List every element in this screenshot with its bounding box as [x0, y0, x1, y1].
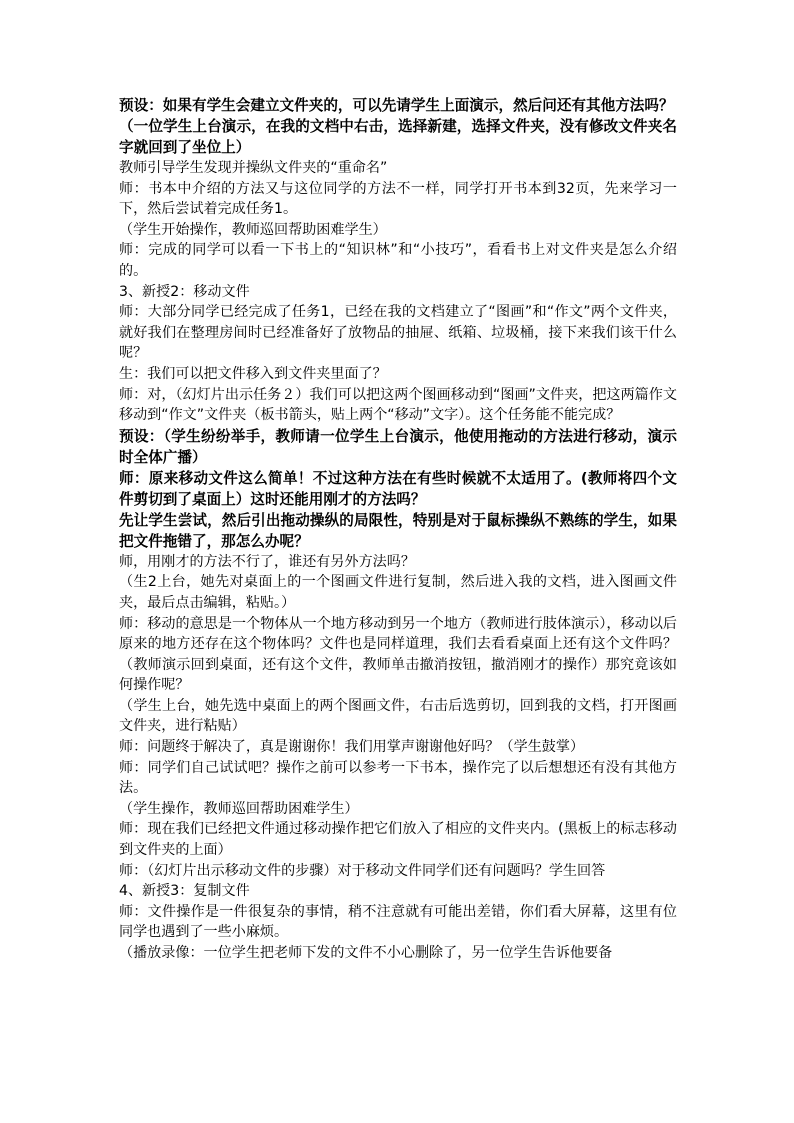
paragraph: （生2上台，她先对桌面上的一个图画文件进行复制，然后进入我的文档，进入图画文件夹，最后点击编辑，粘贴。） — [119, 574, 677, 611]
document-page — [119, 95, 677, 964]
paragraph: 师：问题终于解决了，真是谢谢你！我们用掌声谢谢他好吗？（学生鼓掌） — [119, 739, 585, 756]
section-heading: 4、新授3：复制文件 — [119, 883, 250, 900]
paragraph: （学生开始操作，教师巡回帮助困难学生） — [119, 221, 387, 238]
paragraph: 师：（幻灯片出示移动文件的步骤）对于移动文件同学们还有问题吗？学生回答 — [119, 862, 606, 879]
paragraph: 预设：（学生纷纷举手，教师请一位学生上台演示，他使用拖动的方法进行移动，演示时全体广播） — [119, 427, 677, 466]
paragraph: （播放录像：一位学生把老师下发的文件不小心删除了，另一位学生告诉他要备 — [119, 945, 613, 961]
paragraph: （一位学生上台演示，在我的文档中右击，选择新建，选择文件夹，没有修改文件夹名字就回到了坐位上） — [119, 118, 677, 156]
paragraph: 师：现在我们已经把文件通过移动操作把它们放入了相应的文件夹内。(黑板上的标志移动到文件夹的上面） — [119, 821, 677, 859]
paragraph: （学生上台，她先选中桌面上的两个图画文件，右击后选剪切，回到我的文档，打开图画文件夹，进行粘贴） — [119, 697, 677, 735]
paragraph: 师：大部分同学已经完成了任务1，已经在我的文档建立了“图画”和“作文”两个文件夹，就好我们在整理房间时已经准备好了放物品的抽屉、纸箱、垃圾桶，接下来我们该干什么呢？ — [119, 304, 677, 362]
paragraph: 先让学生尝试，然后引出拖动操纵的局限性，特别是对于鼠标操纵不熟练的学生，如果把文件拖错了，那怎么办呢？ — [119, 511, 677, 550]
paragraph: 师：同学们自己试试吧？操作之前可以参考一下书本，操作完了以后想想还有没有其他方法。 — [119, 759, 677, 797]
section-heading: 3、新授2：移动文件 — [119, 283, 250, 300]
paragraph: 师：移动的意思是一个物体从一个地方移动到另一个地方（教师进行肢体演示），移动以后原来的地方还存在这个物体吗？文件也是同样道理，我们去看看桌面上还有这个文件吗？（教师演示回到桌面，还有这个文件，教师单击撤消按钮，撤消刚才的操作）那究竟该如何操作呢？ — [119, 615, 677, 694]
paragraph: 师，用刚才的方法不行了，谁还有另外方法吗？ — [119, 553, 415, 570]
paragraph: 教师引导学生发现并操纵文件夹的“重命名” — [119, 160, 388, 176]
paragraph: 预设：如果有学生会建立文件夹的，可以先请学生上面演示，然后问还有其他方法吗？ — [119, 97, 674, 114]
paragraph: 师：原来移动文件这么简单！不过这种方法在有些时候就不太适用了。(教师将四个文件剪切到了桌面上）这时还能用刚才的方法吗？ — [119, 469, 677, 508]
paragraph: 师：完成的同学可以看一下书上的“知识林”和“小技巧”，看看书上对文件夹是怎么介绍的。 — [119, 242, 677, 279]
paragraph: 生：我们可以把文件移入到文件夹里面了？ — [119, 365, 387, 382]
paragraph: 师：书本中介绍的方法又与这位同学的方法不一样，同学打开书本到32页，先来学习一下，然后尝试着完成任务1。 — [119, 180, 677, 218]
paragraph: 师：对，（幻灯片出示任务２）我们可以把这两个图画移动到“图画”文件夹，把这两篇作文移动到“作文”文件夹（板书箭头，贴上两个“移动”文字）。这个任务能不能完成？ — [119, 386, 677, 424]
paragraph: （学生操作，教师巡回帮助困难学生） — [119, 800, 359, 817]
paragraph: 师：文件操作是一件很复杂的事情，稍不注意就有可能出差错，你们看大屏幕，这里有位同学也遇到了一些小麻烦。 — [119, 903, 677, 941]
